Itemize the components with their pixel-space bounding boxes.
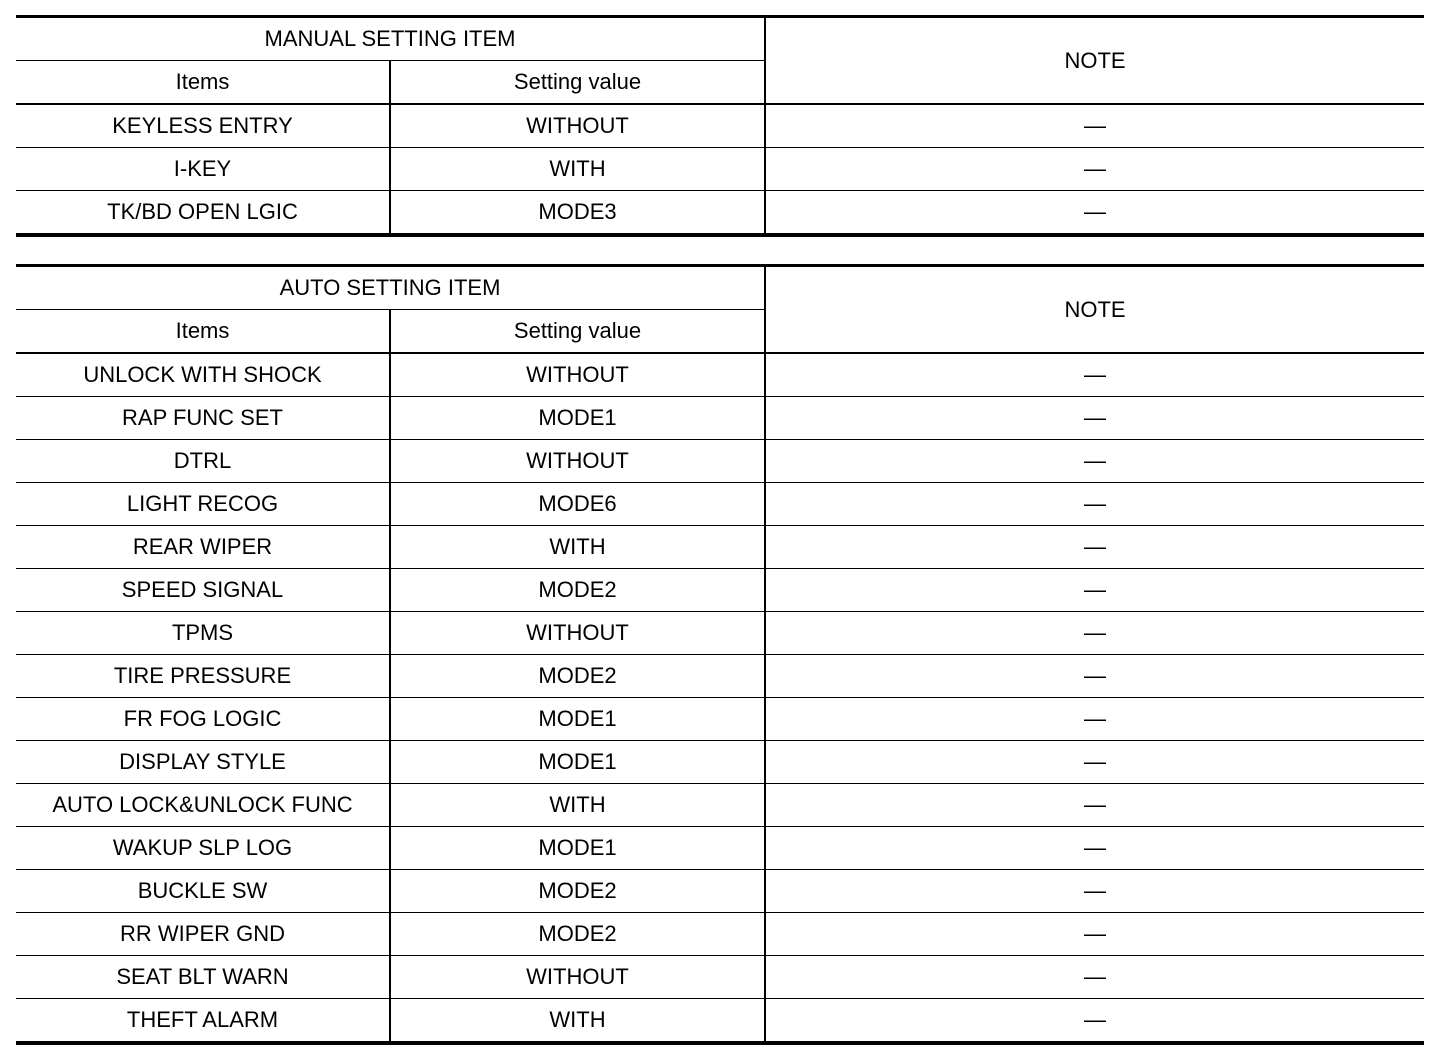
item-cell: BUCKLE SW	[16, 870, 390, 913]
value-cell: WITH	[390, 784, 765, 827]
item-cell: DTRL	[16, 440, 390, 483]
item-cell: WAKUP SLP LOG	[16, 827, 390, 870]
auto-setting-table	[16, 264, 1424, 1045]
value-cell: WITH	[390, 999, 765, 1044]
table-row	[16, 526, 1424, 569]
note-cell: —	[765, 526, 1424, 569]
table-row	[16, 104, 1424, 148]
value-cell: MODE1	[390, 698, 765, 741]
table-row	[16, 353, 1424, 397]
item-cell: FR FOG LOGIC	[16, 698, 390, 741]
table-row	[16, 612, 1424, 655]
note-cell: —	[765, 440, 1424, 483]
note-cell: —	[765, 827, 1424, 870]
note-cell: —	[765, 870, 1424, 913]
item-cell: AUTO LOCK&UNLOCK FUNC	[16, 784, 390, 827]
table-row	[16, 655, 1424, 698]
table-row	[16, 397, 1424, 440]
setting-value-header: Setting value	[390, 310, 765, 354]
item-cell: DISPLAY STYLE	[16, 741, 390, 784]
table-title: MANUAL SETTING ITEM	[16, 17, 765, 61]
table-row	[16, 483, 1424, 526]
items-header: Items	[16, 310, 390, 354]
value-cell: MODE2	[390, 655, 765, 698]
table-row	[16, 784, 1424, 827]
item-cell: TIRE PRESSURE	[16, 655, 390, 698]
note-cell: —	[765, 397, 1424, 440]
item-cell: THEFT ALARM	[16, 999, 390, 1044]
table-row	[16, 870, 1424, 913]
header-row	[16, 17, 1424, 61]
table-row	[16, 913, 1424, 956]
note-cell: —	[765, 741, 1424, 784]
table-row	[16, 741, 1424, 784]
note-cell: —	[765, 999, 1424, 1044]
setting-value-header: Setting value	[390, 61, 765, 105]
value-cell: WITHOUT	[390, 104, 765, 148]
value-cell: WITH	[390, 148, 765, 191]
table-row	[16, 569, 1424, 612]
value-cell: WITHOUT	[390, 612, 765, 655]
note-cell: —	[765, 148, 1424, 191]
item-cell: SPEED SIGNAL	[16, 569, 390, 612]
note-cell: —	[765, 104, 1424, 148]
note-cell: —	[765, 784, 1424, 827]
item-cell: SEAT BLT WARN	[16, 956, 390, 999]
table-title: AUTO SETTING ITEM	[16, 266, 765, 310]
table-row	[16, 698, 1424, 741]
value-cell: MODE1	[390, 397, 765, 440]
table-row	[16, 191, 1424, 236]
value-cell: WITHOUT	[390, 353, 765, 397]
items-header: Items	[16, 61, 390, 105]
item-cell: LIGHT RECOG	[16, 483, 390, 526]
note-header: NOTE	[765, 17, 1424, 105]
table-row	[16, 956, 1424, 999]
item-cell: RR WIPER GND	[16, 913, 390, 956]
table-row	[16, 440, 1424, 483]
value-cell: MODE1	[390, 827, 765, 870]
item-cell: TPMS	[16, 612, 390, 655]
value-cell: WITHOUT	[390, 440, 765, 483]
item-cell: TK/BD OPEN LGIC	[16, 191, 390, 236]
table-row	[16, 827, 1424, 870]
value-cell: WITHOUT	[390, 956, 765, 999]
note-cell: —	[765, 483, 1424, 526]
note-header: NOTE	[765, 266, 1424, 354]
note-cell: —	[765, 956, 1424, 999]
note-cell: —	[765, 353, 1424, 397]
item-cell: KEYLESS ENTRY	[16, 104, 390, 148]
note-cell: —	[765, 191, 1424, 236]
value-cell: MODE2	[390, 913, 765, 956]
value-cell: MODE6	[390, 483, 765, 526]
item-cell: UNLOCK WITH SHOCK	[16, 353, 390, 397]
value-cell: MODE1	[390, 741, 765, 784]
value-cell: WITH	[390, 526, 765, 569]
table-row	[16, 999, 1424, 1044]
item-cell: I-KEY	[16, 148, 390, 191]
note-cell: —	[765, 569, 1424, 612]
table-row	[16, 148, 1424, 191]
item-cell: RAP FUNC SET	[16, 397, 390, 440]
item-cell: REAR WIPER	[16, 526, 390, 569]
note-cell: —	[765, 612, 1424, 655]
note-cell: —	[765, 698, 1424, 741]
value-cell: MODE3	[390, 191, 765, 236]
note-cell: —	[765, 913, 1424, 956]
header-row	[16, 266, 1424, 310]
manual-setting-table	[16, 15, 1424, 237]
value-cell: MODE2	[390, 569, 765, 612]
note-cell: —	[765, 655, 1424, 698]
value-cell: MODE2	[390, 870, 765, 913]
